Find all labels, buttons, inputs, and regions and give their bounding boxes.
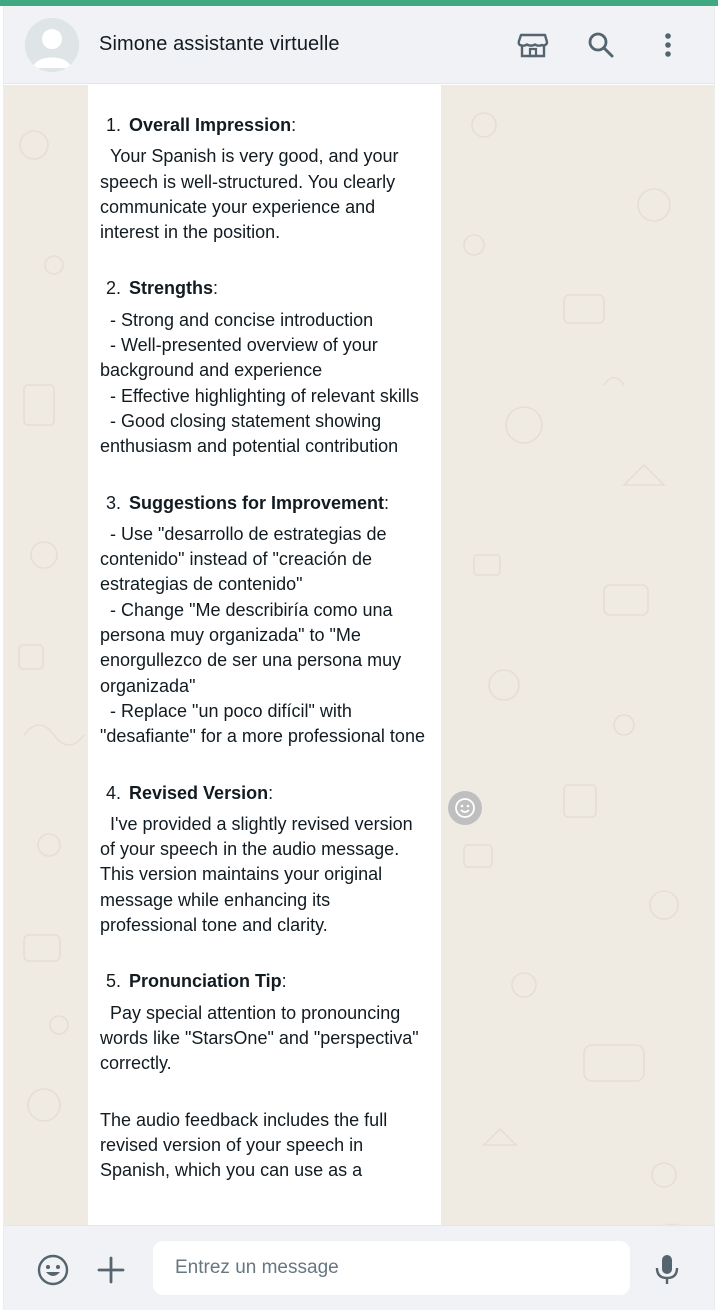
- plus-icon: [96, 1255, 126, 1285]
- section-heading: Strengths: [129, 278, 214, 299]
- store-button[interactable]: [516, 28, 550, 62]
- contact-name[interactable]: Simone assistante virtuelle: [99, 33, 340, 55]
- feedback-section: [100, 781, 431, 939]
- emoji-icon: [36, 1253, 70, 1287]
- feedback-section: [100, 491, 431, 750]
- microphone-icon: [654, 1253, 680, 1287]
- message-input[interactable]: [153, 1241, 630, 1295]
- attach-button[interactable]: [93, 1252, 129, 1288]
- section-body: Your Spanish is very good, and your speech is well-structured. You clearly communicate your experience and interest in the position.: [100, 146, 404, 243]
- feedback-section: [100, 276, 431, 459]
- section-body: Pay special attention to pronouncing words like "StarsOne" and "perspectiva" correctly.: [100, 1002, 424, 1074]
- section-title: 2. Strengths:: [100, 276, 431, 301]
- menu-button[interactable]: [651, 28, 685, 62]
- section-number: 5.: [106, 971, 122, 992]
- search-button[interactable]: [584, 28, 618, 62]
- section-body: - Use "desarrollo de estrategias de contenido" instead of "creación de estrategias de contenido" - Change "Me describiría como una persona muy organizada" to "Me enorgullezco de ser una persona muy organizada" - Replace "un poco difícil" with "desafiante" for a more professional tone: [100, 523, 425, 747]
- react-emoji-button[interactable]: [448, 791, 482, 825]
- emoji-button[interactable]: [35, 1252, 71, 1288]
- section-number: 3.: [106, 492, 122, 513]
- feedback-section: [100, 969, 431, 1076]
- closing-paragraph: The audio feedback includes the full revised version of your speech in Spanish, which you can use as a: [100, 1109, 393, 1181]
- section-heading: Overall Impression: [129, 115, 292, 135]
- chat-window: [3, 6, 715, 1310]
- section-body: I've provided a slightly revised version of your speech in the audio message. This version maintains your original message while enhancing its professional tone and clarity.: [100, 813, 418, 936]
- smiley-icon: [454, 797, 476, 819]
- store-icon: [516, 28, 550, 62]
- feedback-section: [100, 113, 431, 245]
- voice-message-button[interactable]: [649, 1252, 685, 1288]
- section-title: 4. Revised Version:: [100, 781, 431, 806]
- section-heading: Suggestions for Improvement: [129, 492, 385, 513]
- contact-avatar[interactable]: [25, 18, 79, 72]
- section-body: - Strong and concise introduction - Well-presented overview of your background and experience - Effective highlighting of relevant skills - Good closing statement showing enthusiasm and potential contribution: [100, 309, 419, 457]
- section-title: 1. Overall Impression:: [100, 113, 431, 138]
- message-bubble[interactable]: [88, 85, 441, 1225]
- section-number: 1.: [106, 115, 122, 135]
- chat-header: [4, 6, 715, 84]
- search-icon: [586, 30, 616, 60]
- section-heading: Revised Version: [129, 782, 269, 803]
- compose-bar: [4, 1225, 715, 1310]
- conversation-panel[interactable]: [4, 85, 715, 1225]
- section-number: 2.: [106, 278, 122, 299]
- section-number: 4.: [106, 782, 122, 803]
- section-title: 5. Pronunciation Tip:: [100, 969, 431, 994]
- section-heading: Pronunciation Tip: [129, 971, 282, 992]
- menu-dots-icon: [663, 31, 673, 59]
- section-title: 3. Suggestions for Improvement:: [100, 491, 431, 516]
- default-avatar-icon: [25, 18, 79, 72]
